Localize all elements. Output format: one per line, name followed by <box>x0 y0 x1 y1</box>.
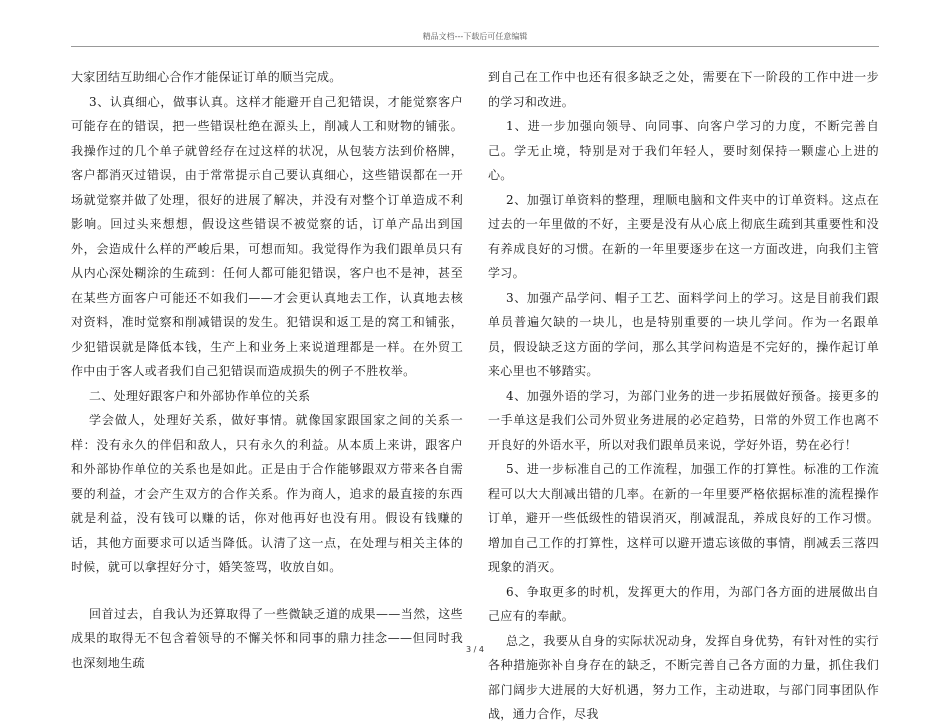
paragraph: 4、加强外语的学习，为部门业务的进一步拓展做好预备。接更多的一手单这是我们公司外贸业务进展的必定趋势，日常的外贸工作也离不开良好的外语水平，所以对我们跟单员来说，学好外语，势在必行！ <box>488 388 879 452</box>
left-column <box>71 65 463 675</box>
paragraph: 2、加强订单资料的整理，理顺电脑和文件夹中的订单资料。这点在过去的一年里做的不好，主要是没有从心底上彻底生疏到其重要性和没有养成良好的习惯。在新的一年里要逐步在这一方面改进，向我们主管学习。 <box>488 192 879 280</box>
section-heading: 二、处理好跟客户和外部协作单位的关系 <box>89 388 311 403</box>
page-number: 3 / 4 <box>466 645 484 654</box>
paragraph: 6、争取更多的时机，发挥更大的作用，为部门各方面的进展做出自己应有的奉献。 <box>488 584 879 623</box>
paragraph: 学会做人，处理好关系，做好事情。就像国家跟国家之间的关系一样：没有永久的伴侣和敌人，只有永久的利益。从本质上来讲，跟客户和外部协作单位的关系也是如此。正是由于合作能够跟双方带来各自需要的利益，才会产生双方的合作关系。作为商人，追求的最直接的东西就是利益，没有钱可以赚的话，你对他再好也没有用。假设有钱赚的话，其他方面要求可以适当降低。认清了这一点，在处理与相关主体的时候，就可以拿捏好分寸，婚笑签骂，收放自如。 <box>71 413 463 574</box>
page-header: 精品文档---下载后可任意编辑 <box>422 32 528 41</box>
paragraph: 3、加强产品学问、帽子工艺、面料学问上的学习。这是目前我们跟单员普遍欠缺的一块儿，也是特别重要的一块儿学问。作为一名跟单员，假设缺乏这方面的学问，那么其学问构造是不完好的，操作起订单来心里也不够踏实。 <box>488 290 879 378</box>
paragraph: 到自己在工作中也还有很多缺乏之处，需要在下一阶段的工作中进一步的学习和改进。 <box>488 70 879 109</box>
paragraph: 1、进一步加强向领导、向同事、向客户学习的力度，不断完善自己。学无止境，特别是对于我们年轻人，要时刻保持一颗虚心上进的心。 <box>488 119 879 182</box>
paragraph: 总之，我要从自身的实际状况动身，发挥自身优势，有针对性的实行各种措施弥补自身存在的缺乏，不断完善自己各方面的力量，抓住我们部门阔步大进展的大好机遇，努力工作，主动进取，与部门同事团队作战，通力合作，尽我 <box>488 633 879 721</box>
paragraph: 5、进一步标准自己的工作流程，加强工作的打算性。标准的工作流程可以大大削减出错的几率。在新的一年里要严格依据标准的流程操作订单，避开一些低级性的错误消灭，削减混乱，养成良好的工作习惯。增加自己工作的打算性，这样可以避开遗忘该做的事情，削减丢三落四现象的消灭。 <box>488 462 879 574</box>
paragraph: 回首过去，自我认为还算取得了一些微缺乏道的成果——当然，这些成果的取得无不包含着领导的不懈关怀和同事的鼎力挂念——但同时我也深刻地生疏 <box>71 606 463 670</box>
paragraph: 3、认真细心，做事认真。这样才能避开自己犯错误，才能觉察客户可能存在的错误，把一些错误杜绝在源头上，削减人工和财物的铺张。我操作过的几个单子就曾经存在过这样的状况，从包装方法到价格牌，客户都消灭过错误，由于常常提示自己要认真细心，这些错误都在一开场就觉察并做了处理，很好的进展了解决，并没有对整个订单造成不利影响。回过头来想想，假设这些错误不被觉察的话，订单产品出到国外，会造成什么样的严峻后果，可想而知。我觉得作为我们跟单员只有从内心深处糊涂的生疏到：任何人都可能犯错误，客户也不是神，甚至在某些方面客户可能还不如我们——才会更认真地去工作，认真地去核对资料，准时觉察和削减错误的发生。犯错误和返工是的窝工和铺张，少犯错误就是降低本钱，生产上和业务上来说道理都是一样。在外贸工作中由于客人或者我们自己犯错误而造成损失的例子不胜枚举。 <box>71 94 463 378</box>
header-divider <box>71 46 879 47</box>
right-column <box>488 65 879 727</box>
paragraph: 大家团结互助细心合作才能保证订单的顺当完成。 <box>71 70 342 84</box>
